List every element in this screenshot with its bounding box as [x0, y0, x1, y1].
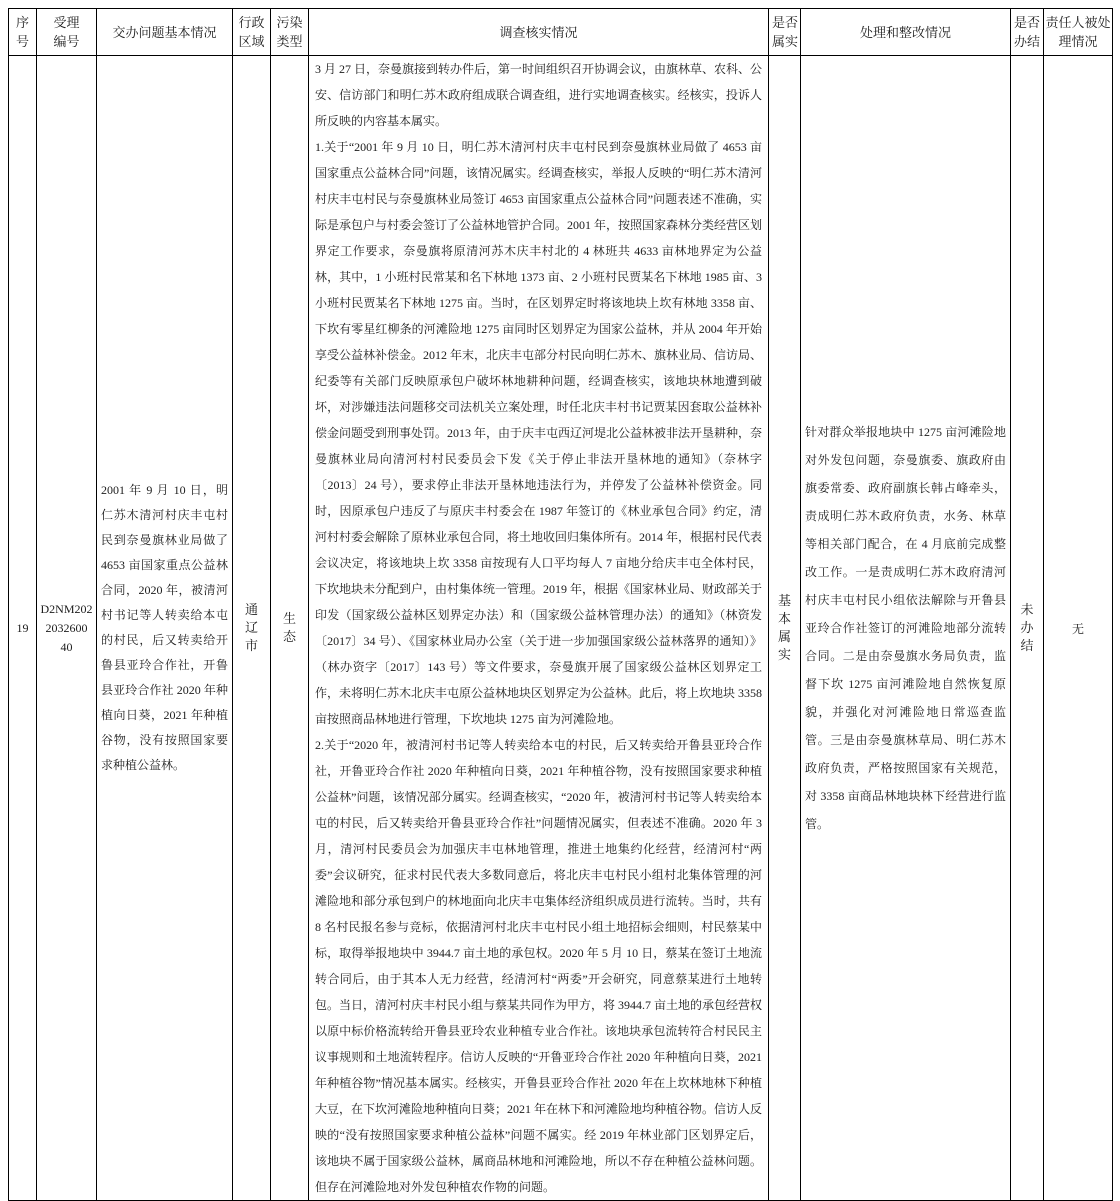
cell-pollution-type [271, 56, 309, 1201]
cell-handling [801, 56, 1011, 1201]
is-closed-text: 未办结 [1020, 602, 1034, 653]
cell-region [233, 56, 271, 1201]
col-header-is-closed [1011, 9, 1044, 56]
inspection-table [8, 8, 1113, 1201]
col-header-accountability-label: 责任人被处理情况 [1045, 15, 1111, 49]
col-header-handling [801, 9, 1011, 56]
region-text: 通辽市 [245, 602, 259, 653]
col-header-is-true-label: 是否属实 [771, 15, 798, 49]
cell-investigation [309, 56, 769, 1201]
table-row [9, 56, 1113, 1201]
is-true-text: 基本属实 [778, 593, 792, 662]
col-header-seq [9, 9, 37, 56]
cell-seq: 19 [9, 56, 37, 1201]
col-header-pollution-type-label: 污染类型 [276, 15, 303, 49]
issue-text: 2001 年 9 月 10 日，明仁苏木清河村庆丰屯村民到奈曼旗林业局做了 4653 亩国家重点公益林合同，2020 年，被清河村书记等人转卖给本屯的村民，后又转卖给开鲁县亚玲合作社，开鲁县亚玲合作社 2020 年种植向日葵，2021 年种植谷物，没有按照国家要求种植公益林。 [101, 483, 228, 772]
handling-text: 针对群众举报地块中 1275 亩河滩险地对外发包问题，奈曼旗委、旗政府由旗委常委、政府副旗长韩占峰牵头，责成明仁苏木政府负责，水务、林草等相关部门配合，在 4 月底前完成整改工作。一是责成明仁苏木政府清河村庆丰屯村民小组依法解除与开鲁县亚玲合作社签订的河滩险地部分流转合同。二是由奈曼旗水务局负责，监督下坎 1275 亩河滩险地自然恢复原貌，并强化对河滩险地日常巡查监管。三是由奈曼旗林草局、明仁苏木政府负责，严格按照国家有关规范，对 3358 亩商品林地块林下经营进行监管。 [805, 425, 1006, 831]
acceptance-number-line: 40 [60, 639, 73, 654]
col-header-accountability [1044, 9, 1113, 56]
header-row [9, 9, 1113, 56]
col-header-is-closed-label: 是否办结 [1013, 15, 1040, 49]
investigation-paragraph: 3 月 27 日，奈曼旗接到转办件后，第一时间组织召开协调会议，由旗林草、农科、公安、信访部门和明仁苏木政府组成联合调查组，进行实地调查核实。经核实，投诉人所反映的内容基本属实。 [315, 62, 763, 128]
cell-acceptance-number [37, 56, 97, 1201]
cell-is-true [769, 56, 801, 1201]
pollution-type-text: 生态 [283, 611, 297, 644]
col-header-seq-label: 序号 [15, 15, 29, 49]
col-header-investigation [309, 9, 769, 56]
cell-accountability: 无 [1044, 56, 1113, 1201]
col-header-handling-label: 处理和整改情况 [859, 24, 951, 40]
acceptance-number-line: D2NM202 [40, 601, 93, 616]
col-header-investigation-label: 调查核实情况 [499, 24, 578, 40]
investigation-paragraph: 1.关于“2001 年 9 月 10 日，明仁苏木清河村庆丰屯村民到奈曼旗林业局做了 4653 亩国家重点公益林合同”问题，该情况属实。经调查核实，举报人反映的“明仁苏木清河村庆丰屯村民与奈曼旗林业局签订 4653 亩国家重点公益林合同”问题表述不准确，实际是承包户与村委会签订了公益林地管护合同。2001 年，按照国家森林分类经营区划界定工作要求，奈曼旗将原清河苏木庆丰村北的 4 林班共 4633 亩林地界定为公益林，其中，1 小班村民常某和名下林地 1373 亩、2 小班村民贾某名下林地 1985 亩、3 小班村民贾某名下林地 1275 亩。当时，在区划界定时将该地块上坎有林地 3358 亩、下坎有零星红柳条的河滩险地 1275 亩同时区划界定为国家公益林，并从 2004 年开始享受公益林补偿金。2012 年末，北庆丰屯部分村民向明仁苏木、旗林业局、信访局、纪委等有关部门反映原承包户破坏林地耕种问题，经调查核实，该地块林地遭到破坏，对涉嫌违法问题移交司法机关立案处理，时任北庆丰村书记贾某因套取公益林补偿金问题受到刑事处罚。2013 年，由于庆丰屯西辽河堤北公益林被非法开垦耕种，奈曼旗林业局向清河村村民委员会下发《关于停止非法开垦林地的通知》（奈林字〔2013〕24 号），要求停止非法开垦林地违法行为，并停发了公益林补偿资金。同时，因原承包户违反了与原庆丰村委会在 1987 年签订的《林业承包合同》约定，清河村村委会解除了原林业承包合同，将土地收回归集体所有。2014 年，根据村民代表会议决定，将该地块上坎 3358 亩按现有人口平均每人 7 亩地分给庆丰屯全体村民，下坎地块未分配到户，由村集体统一管理。2019 年，根据《国家林业局、财政部关于印发（国家级公益林区划界定办法）和（国家级公益林管理办法）的通知》（林资发〔2017〕34 号）、《国家林业局办公室（关于进一步加强国家级公益林落界的通知）》（林办资字〔2017〕143 号）等文件要求，奈曼旗开展了国家级公益林区划界定工作，未将明仁苏木北庆丰屯原公益林地块区划界定为公益林。此后，将上坎地块 3358 亩按照商品林地进行管理，下坎地块 1275 亩为河滩险地。 [315, 140, 763, 726]
cell-issue [97, 56, 233, 1201]
col-header-acceptance-label: 受理编号 [53, 15, 80, 49]
col-header-region [233, 9, 271, 56]
col-header-issue [97, 9, 233, 56]
col-header-region-label: 行政区域 [238, 15, 265, 49]
col-header-pollution-type [271, 9, 309, 56]
cell-is-closed [1011, 56, 1044, 1201]
col-header-is-true [769, 9, 801, 56]
col-header-issue-label: 交办问题基本情况 [112, 24, 217, 40]
investigation-paragraph: 2.关于“2020 年，被清河村书记等人转卖给本屯的村民，后又转卖给开鲁县亚玲合作社，开鲁亚玲合作社 2020 年种植向日葵，2021 年种植谷物，没有按照国家要求种植公益林”问题，该情况部分属实。经调查核实，“2020 年，被清河村书记等人转卖给本屯的村民，后又转卖给开鲁县亚玲合作社”问题情况属实，但表述不准确。2020 年 3 月，清河村民委员会为加强庆丰屯林地管理，推进土地集约化经营，经清河村“两委”会议研究，征求村民代表大多数同意后，将北庆丰屯村民小组村北集体管理的河滩险地和部分承包到户的林地面向北庆丰屯集体经济组织成员进行流转。当时，共有 8 名村民报名参与竞标，依据清河村北庆丰屯村民小组土地招标会细则，村民蔡某中标，取得举报地块中 3944.7 亩土地的承包权。2020 年 5 月 10 日，蔡某在签订土地流转合同后，由于其本人无力经营，经清河村“两委”开会研究，同意蔡某进行土地转包。当日，清河村庆丰村民小组与蔡某共同作为甲方，将 3944.7 亩土地的承包经营权以原中标价格流转给开鲁县亚玲农业种植专业合作社。该地块承包流转符合村民民主议事规则和土地流转程序。信访人反映的“开鲁亚玲合作社 2020 年种植向日葵，2021 年种植谷物”情况基本属实。经核实，开鲁县亚玲合作社 2020 年在上坎林地林下种植大豆，在下坎河滩险地种植向日葵；2021 年在林下和河滩险地均种植谷物。信访人反映的“没有按照国家要求种植公益林”问题不属实。经 2019 年林业部门区划界定后，该地块不属于国家级公益林，属商品林地和河滩险地，所以不存在种植公益林问题。但存在河滩险地对外发包种植农作物的问题。 [315, 738, 763, 1194]
col-header-acceptance-number [37, 9, 97, 56]
acceptance-number-line: 2032600 [45, 620, 88, 635]
